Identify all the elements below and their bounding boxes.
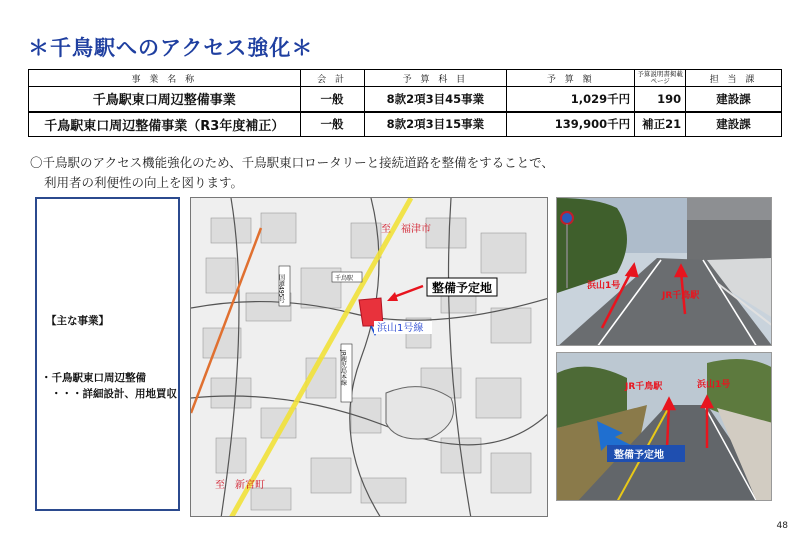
map-label-road: 浜山1号線 [377, 323, 424, 334]
cell-budget-item: 8款2項3目45事業 [364, 87, 507, 112]
description-line-2: 利用者の利便性の向上を図ります。 [44, 175, 244, 190]
description-line-1: 〇千鳥駅のアクセス機能強化のため、千鳥駅東口ロータリーと接続道路を整備をすることで、 [30, 155, 554, 170]
budget-table [28, 69, 782, 137]
table-row [29, 87, 782, 112]
photo2-road-label: 浜山1号 [697, 380, 731, 390]
header-name: 事 業 名 称 [29, 70, 301, 87]
photo1-road-label: 浜山1号 [587, 281, 621, 291]
header-amount: 予 算 額 [507, 70, 635, 87]
photo1-station-label: JR千鳥駅 [662, 291, 700, 301]
description [30, 153, 554, 193]
map-label-station: 千鳥駅 [335, 275, 354, 282]
cell-dept: 建設課 [686, 87, 782, 112]
map-label-site: 整備予定地 [432, 281, 493, 295]
cell-account: 一般 [300, 87, 364, 112]
page-title: ＊千鳥駅へのアクセス強化＊ [28, 36, 314, 60]
cell-amount: 139,900千円 [507, 112, 635, 137]
map-label-fukutsu: 至 福津市 [381, 224, 431, 235]
map-label-jr-line: JR鹿児島本線 [339, 350, 347, 386]
table-header-row [29, 70, 782, 87]
main-project-item: ・千鳥駅東口周辺整備 [41, 372, 146, 384]
cell-dept: 建設課 [686, 112, 782, 137]
cell-page: 補正21 [635, 112, 686, 137]
photo2-site-label: 整備予定地 [614, 450, 664, 461]
photo-road-2 [556, 352, 772, 501]
page-number: 48 [776, 521, 788, 531]
header-account: 会 計 [300, 70, 364, 87]
map-label-national-road: 国道495号 [277, 274, 285, 304]
cell-name: 千鳥駅東口周辺整備事業（R3年度補正） [29, 112, 301, 137]
cell-budget-item: 8款2項3目15事業 [364, 112, 507, 137]
cell-page: 190 [635, 87, 686, 112]
header-dept: 担 当 課 [686, 70, 782, 87]
map-label-shingu: 至 新宮町 [215, 480, 265, 491]
area-map [190, 197, 548, 517]
cell-account: 一般 [300, 112, 364, 137]
cell-name: 千鳥駅東口周辺整備事業 [29, 87, 301, 112]
photo-road-1 [556, 197, 772, 346]
header-page: 予算説明書掲載ページ [635, 70, 686, 87]
map-graphic [191, 198, 548, 517]
cell-amount: 1,029千円 [507, 87, 635, 112]
main-projects-heading: 【主な事業】 [46, 315, 109, 327]
photo-2-graphic [557, 353, 772, 501]
table-row [29, 112, 782, 137]
photo-1-graphic [557, 198, 772, 346]
photo2-station-label: JR千鳥駅 [625, 382, 663, 392]
header-budget-item: 予 算 科 目 [364, 70, 507, 87]
main-projects-box [35, 197, 180, 511]
main-project-subitem: ・・・詳細設計、用地買収 [51, 388, 177, 400]
